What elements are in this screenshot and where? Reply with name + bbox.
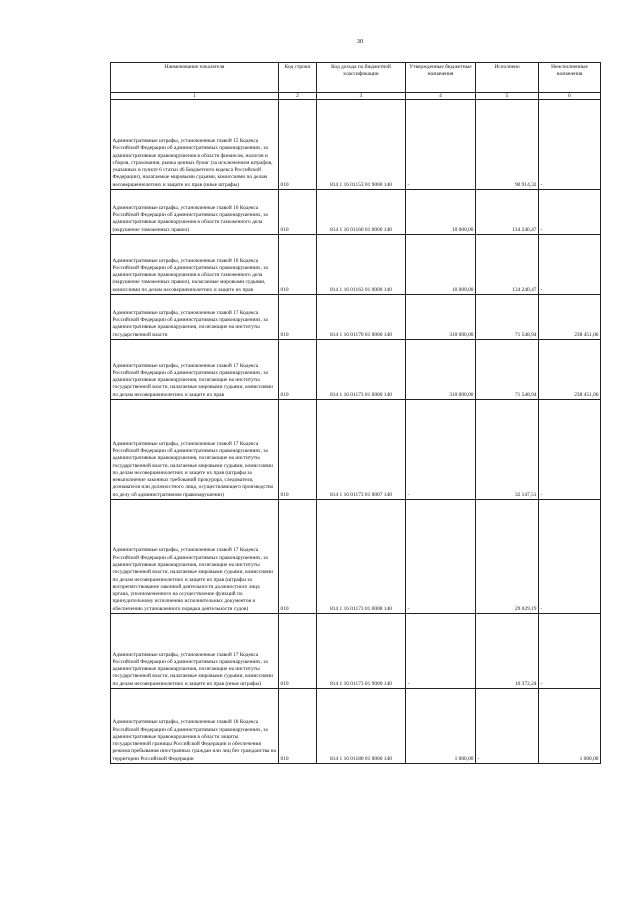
row-code: 010	[279, 500, 317, 614]
row-unexecuted: 238 451,06	[539, 295, 601, 340]
row-kbk: 814 1 16 01173 01 0000 140	[317, 340, 406, 400]
row-unexecuted: -	[539, 190, 601, 235]
header-kbk: Код дохода по бюджетной классификации	[317, 63, 406, 93]
row-name: Административные штрафы, установленные главой 17 Кодекса Российской Федерации об административных правонарушениях, за административные правонарушения, посягающие на институты государственной власти, налагаемые мировыми судьями, комиссиями по делам несовершеннолетних и защите их прав (штрафы за воспрепятствование законной деятельности должностного лица органа, уполномоченного на осуществление функций по принудительному исполнению исполнительных документов и обеспечению установленного порядка деятельности судов)	[111, 500, 279, 614]
column-number: 1	[111, 93, 279, 100]
row-executed: 10 372,24	[476, 614, 539, 689]
row-executed: -	[476, 689, 539, 764]
row-name: Административные штрафы, установленные главой 17 Кодекса Российской Федерации об административных правонарушениях, за административные правонарушения, посягающие на институты государственной власти, налагаемые мировыми судьями, комиссиями по делам несовершеннолетних и защите их прав (иные штрафы)	[111, 614, 279, 689]
row-kbk: 814 1 16 01163 01 0000 140	[317, 235, 406, 295]
header-code: Код строки	[279, 63, 317, 93]
column-number: 3	[317, 93, 406, 100]
table-header-row	[111, 63, 601, 93]
row-kbk: 814 1 16 01170 01 0000 140	[317, 295, 406, 340]
row-executed: 90 914,32	[476, 100, 539, 190]
table-row	[111, 340, 601, 400]
row-kbk: 814 1 16 01180 01 0000 140	[317, 689, 406, 764]
header-name: Наименование показателя	[111, 63, 279, 93]
row-code: 010	[279, 614, 317, 689]
row-unexecuted: -	[539, 614, 601, 689]
table-row	[111, 190, 601, 235]
row-unexecuted: -	[539, 235, 601, 295]
row-name: Административные штрафы, установленные главой 16 Кодекса Российской Федерации об административных правонарушениях, за административные правонарушения в области таможенного дела (нарушение таможенных правил)	[111, 190, 279, 235]
page-number: 30	[356, 38, 364, 45]
row-kbk: 814 1 16 01153 01 9000 140	[317, 100, 406, 190]
row-unexecuted: -	[539, 500, 601, 614]
table-row	[111, 235, 601, 295]
row-code: 010	[279, 190, 317, 235]
row-executed: 29 029,19	[476, 500, 539, 614]
table-row	[111, 295, 601, 340]
row-name: Административные штрафы, установленные главой 18 Кодекса Российской Федерации об административных правонарушениях, за административные правонарушения в области защиты государственной границы Российской Федерации и обеспечения режима пребывания иностранных граждан или лиц без гражданства на территории Российской Федерации	[111, 689, 279, 764]
column-number: 2	[279, 93, 317, 100]
row-approved: 10 000,00	[406, 190, 476, 235]
row-executed: 32 147,51	[476, 400, 539, 500]
row-code: 010	[279, 100, 317, 190]
row-approved: 10 000,00	[406, 235, 476, 295]
row-code: 010	[279, 235, 317, 295]
row-unexecuted: 1 000,00	[539, 689, 601, 764]
row-approved: 310 000,00	[406, 295, 476, 340]
table-row	[111, 100, 601, 190]
row-executed: 134 240,47	[476, 235, 539, 295]
column-number: 5	[476, 93, 539, 100]
column-number: 4	[406, 93, 476, 100]
row-name: Административные штрафы, установленные главой 17 Кодекса Российской Федерации об административных правонарушениях, за административные правонарушения, посягающие на институты государственной власти	[111, 295, 279, 340]
table-row	[111, 689, 601, 764]
row-executed: 134 240,47	[476, 190, 539, 235]
row-name: Административные штрафы, установленные главой 15 Кодекса Российской Федерации об административных правонарушениях, за административные правонарушения в области финансов, налогов и сборов, страхования, рынка ценных бумаг (за исключением штрафов, указанных в пункте 6 статьи 46 Бюджетного кодекса Российской Федерации), налагаемые мировыми судьями, комиссиями по делам несовершеннолетних и защите их прав (иные штрафы)	[111, 100, 279, 190]
row-name: Административные штрафы, установленные главой 16 Кодекса Российской Федерации об административных правонарушениях, за административные правонарушения в области таможенного дела (нарушение таможенных правил), налагаемые мировыми судьями, комиссиями по делам несовершеннолетних и защите их прав	[111, 235, 279, 295]
row-code: 010	[279, 340, 317, 400]
column-number: 6	[539, 93, 601, 100]
row-unexecuted: 238 451,06	[539, 340, 601, 400]
row-approved: -	[406, 400, 476, 500]
row-code: 010	[279, 400, 317, 500]
row-kbk: 814 1 16 01173 01 0008 140	[317, 500, 406, 614]
header-unexecuted: Неисполненные назначения	[539, 63, 601, 93]
column-number-row	[111, 93, 601, 100]
row-kbk: 814 1 16 01173 01 9000 140	[317, 614, 406, 689]
report-table	[110, 62, 601, 764]
row-approved: -	[406, 614, 476, 689]
row-kbk: 814 1 16 01160 01 0000 140	[317, 190, 406, 235]
row-approved: 310 000,00	[406, 340, 476, 400]
row-approved: -	[406, 500, 476, 614]
row-executed: 71 548,94	[476, 340, 539, 400]
row-kbk: 814 1 16 01173 01 0007 140	[317, 400, 406, 500]
row-name: Административные штрафы, установленные главой 17 Кодекса Российской Федерации об административных правонарушениях, за административные правонарушения, посягающие на институты государственной власти, налагаемые мировыми судьями, комиссиями по делам несовершеннолетних и защите их прав	[111, 340, 279, 400]
row-approved: -	[406, 100, 476, 190]
table-row	[111, 400, 601, 500]
row-unexecuted: -	[539, 100, 601, 190]
row-name: Административные штрафы, установленные главой 17 Кодекса Российской Федерации об административных правонарушениях, за административные правонарушения, посягающие на институты государственной власти, налагаемые мировыми судьями, комиссиями по делам несовершеннолетних и защите их прав (штрафы за невыполнение законных требований прокурора, следователя, дознавателя или должностного лица, осуществляющего производство по делу об административном правонарушении)	[111, 400, 279, 500]
header-approved: Утвержденные бюджетные назначения	[406, 63, 476, 93]
table-row	[111, 614, 601, 689]
table-row	[111, 500, 601, 614]
row-executed: 71 548,94	[476, 295, 539, 340]
row-unexecuted: -	[539, 400, 601, 500]
header-executed: Исполнено	[476, 63, 539, 93]
row-code: 010	[279, 689, 317, 764]
row-approved: 1 000,00	[406, 689, 476, 764]
row-code: 010	[279, 295, 317, 340]
